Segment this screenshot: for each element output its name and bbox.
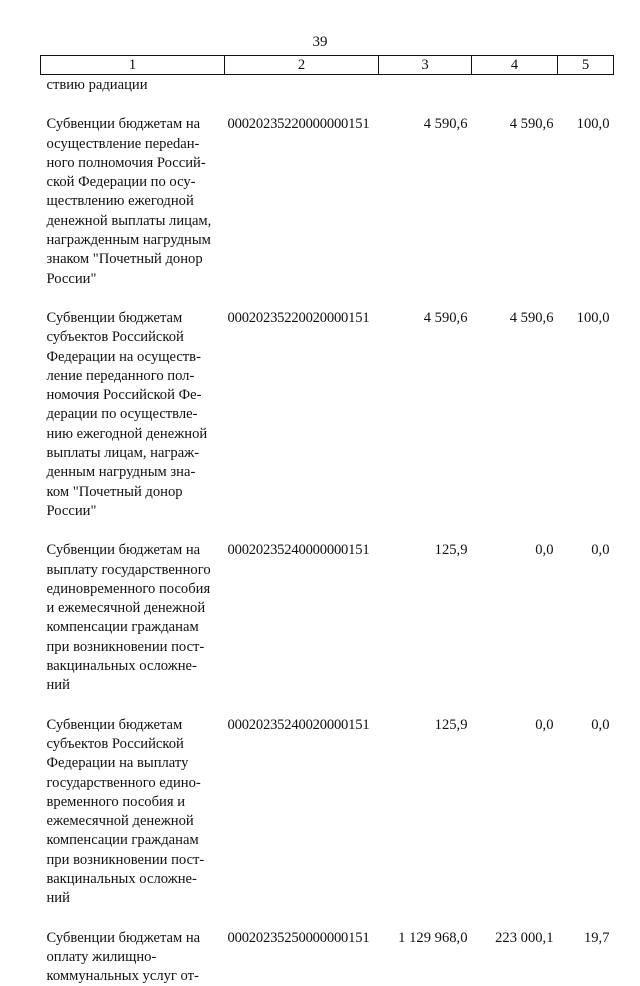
description-line: и ежемесячной денежной (47, 599, 223, 618)
budget-code-cell: 00020235240020000151 (225, 696, 379, 909)
description-line: вакцинальных осложне- (47, 657, 223, 676)
value-cell-col5: 19,7 (558, 909, 614, 986)
value-cell-col5: 0,0 (558, 521, 614, 695)
column-header-1: 1 (41, 56, 225, 75)
description-line: выплаты лицам, нагpаж- (47, 444, 223, 463)
description-line: нию ежегодной денежной (47, 425, 223, 444)
value-cell-col5: 100,0 (558, 95, 614, 289)
column-header-5: 5 (558, 56, 614, 75)
description-line: при возникновении пост- (47, 851, 223, 870)
description-line: коммунальных услуг от- (47, 967, 223, 986)
page-number: 39 (0, 34, 640, 51)
column-header-3: 3 (379, 56, 472, 75)
description-line: Федерации на выплату (47, 754, 223, 773)
description-line: России" (47, 270, 223, 289)
description-line: дерации по осуществле- (47, 405, 223, 424)
description-line: ление переданного пол- (47, 367, 223, 386)
value-cell-col4: 223 000,1 (472, 909, 558, 986)
description-line: Субвенции бюджетам на (47, 115, 223, 134)
column-header-4: 4 (472, 56, 558, 75)
description-line: государственного едино- (47, 774, 223, 793)
description-line: ком "Почетный донор (47, 483, 223, 502)
value-cell-col4: 0,0 (472, 521, 558, 695)
table-row (41, 521, 614, 695)
table-row (41, 289, 614, 521)
description-line: осуществление переdан- (47, 135, 223, 154)
description-line: денным нагрудным зна- (47, 463, 223, 482)
description-line: при возникновении пост- (47, 638, 223, 657)
budget-code-cell: 00020235220020000151 (225, 289, 379, 521)
budget-code-cell: 00020235250000000151 (225, 909, 379, 986)
description-line: компенсации гражданам (47, 618, 223, 637)
row-description (41, 95, 225, 289)
budget-code-cell: 00020235220000000151 (225, 95, 379, 289)
description-line: награжденным нагрудным (47, 231, 223, 250)
description-line: ного полномочия Россий- (47, 154, 223, 173)
table-body (41, 75, 614, 986)
description-line: номочия Российской Фе- (47, 386, 223, 405)
description-line: вакцинальных осложне- (47, 870, 223, 889)
value-cell-col3: 125,9 (379, 521, 472, 695)
description-line: ществлению ежегодной (47, 192, 223, 211)
continuation-text: ствию радиации (41, 75, 225, 96)
description-line: ний (47, 676, 223, 695)
value-cell-col5: 0,0 (558, 696, 614, 909)
description-line: временного пособия и (47, 793, 223, 812)
budget-table (40, 55, 614, 986)
row-description (41, 696, 225, 909)
value-cell-col3: 125,9 (379, 696, 472, 909)
value-cell-col5: 100,0 (558, 289, 614, 521)
description-line: субъектов Российской (47, 328, 223, 347)
description-line: Субвенции бюджетам на (47, 541, 223, 560)
table-row (41, 909, 614, 986)
description-line: ской Федерации по осу- (47, 173, 223, 192)
value-cell-col3: 4 590,6 (379, 289, 472, 521)
description-line: Субвенции бюджетам на (47, 929, 223, 948)
value-cell-col3: 1 129 968,0 (379, 909, 472, 986)
description-line: Субвенции бюджетам (47, 716, 223, 735)
description-line: оплату жилищно- (47, 948, 223, 967)
table-row (41, 696, 614, 909)
description-line: Федерации на осуществ- (47, 348, 223, 367)
description-line: выплату государственного (47, 561, 223, 580)
description-line: России" (47, 502, 223, 521)
description-line: субъектов Российской (47, 735, 223, 754)
description-line: единовременного пособия (47, 580, 223, 599)
description-line: ний (47, 889, 223, 908)
row-description (41, 289, 225, 521)
row-description (41, 521, 225, 695)
description-line: Субвенции бюджетам (47, 309, 223, 328)
column-header-2: 2 (225, 56, 379, 75)
row-description (41, 909, 225, 986)
continuation-row (41, 75, 614, 96)
value-cell-col3: 4 590,6 (379, 95, 472, 289)
description-line: ежемесячной денежной (47, 812, 223, 831)
table-header (41, 56, 614, 75)
description-line: знаком "Почетный донор (47, 250, 223, 269)
budget-code-cell: 00020235240000000151 (225, 521, 379, 695)
description-line: денежной выплаты лицам, (47, 212, 223, 231)
table-row (41, 95, 614, 289)
value-cell-col4: 4 590,6 (472, 95, 558, 289)
description-line: компенсации гражданам (47, 831, 223, 850)
value-cell-col4: 4 590,6 (472, 289, 558, 521)
value-cell-col4: 0,0 (472, 696, 558, 909)
